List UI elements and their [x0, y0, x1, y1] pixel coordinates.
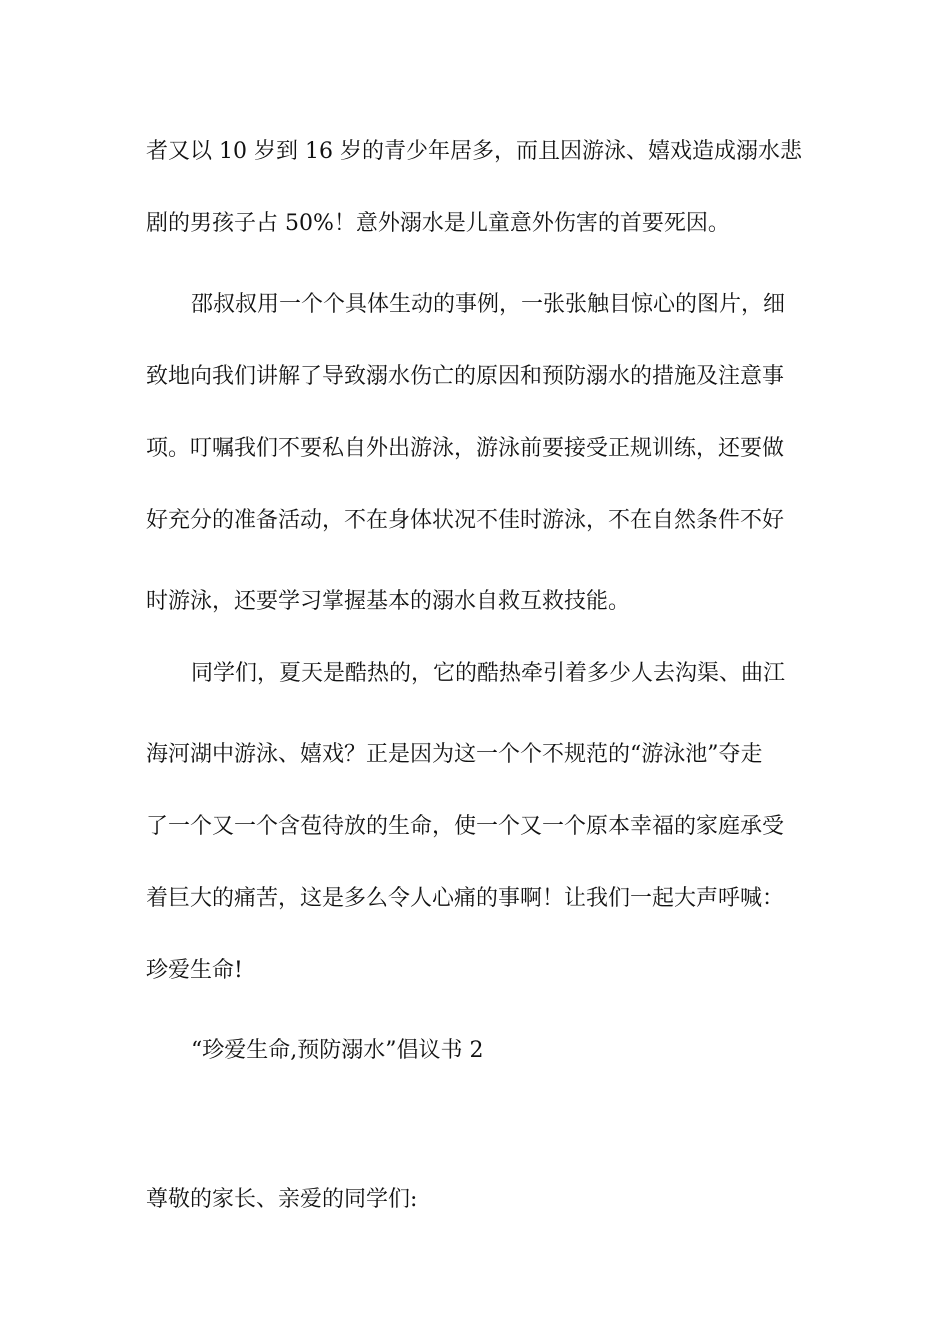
paragraph-line: 者又以 10 岁到 16 岁的青少年居多，而且因游泳、嬉戏造成溺水悲: [146, 139, 802, 164]
paragraph-line: 时游泳，还要学习掌握基本的溺水自救互救技能。: [146, 589, 631, 614]
salutation: 尊敬的家长、亲爱的同学们:: [146, 1187, 418, 1212]
paragraph-line: 珍爱生命!: [146, 958, 243, 983]
paragraph-line: 邵叔叔用一个个具体生动的事例，一张张触目惊心的图片，细: [191, 292, 786, 317]
paragraph-line: 项。叮嘱我们不要私自外出游泳，游泳前要接受正规训练，还要做: [146, 436, 785, 461]
section-heading: “珍爱生命,预防溺水”倡议书 2: [191, 1038, 484, 1063]
paragraph-line: 好充分的准备活动，不在身体状况不佳时游泳，不在自然条件不好: [146, 508, 785, 533]
paragraph-line: 着巨大的痛苦，这是多么令人心痛的事啊！让我们一起大声呼喊：: [146, 886, 785, 911]
paragraph-line: 了一个又一个含苞待放的生命，使一个又一个原本幸福的家庭承受: [146, 814, 785, 839]
paragraph-line: 海河湖中游泳、嬉戏？正是因为这一个个不规范的“游泳池”夺走: [146, 742, 763, 767]
paragraph-line: 同学们，夏天是酷热的，它的酷热牵引着多少人去沟渠、曲江: [191, 661, 786, 686]
paragraph-line: 剧的男孩子占 50%！意外溺水是儿童意外伤害的首要死因。: [146, 211, 730, 236]
paragraph-line: 致地向我们讲解了导致溺水伤亡的原因和预防溺水的措施及注意事: [146, 364, 785, 389]
